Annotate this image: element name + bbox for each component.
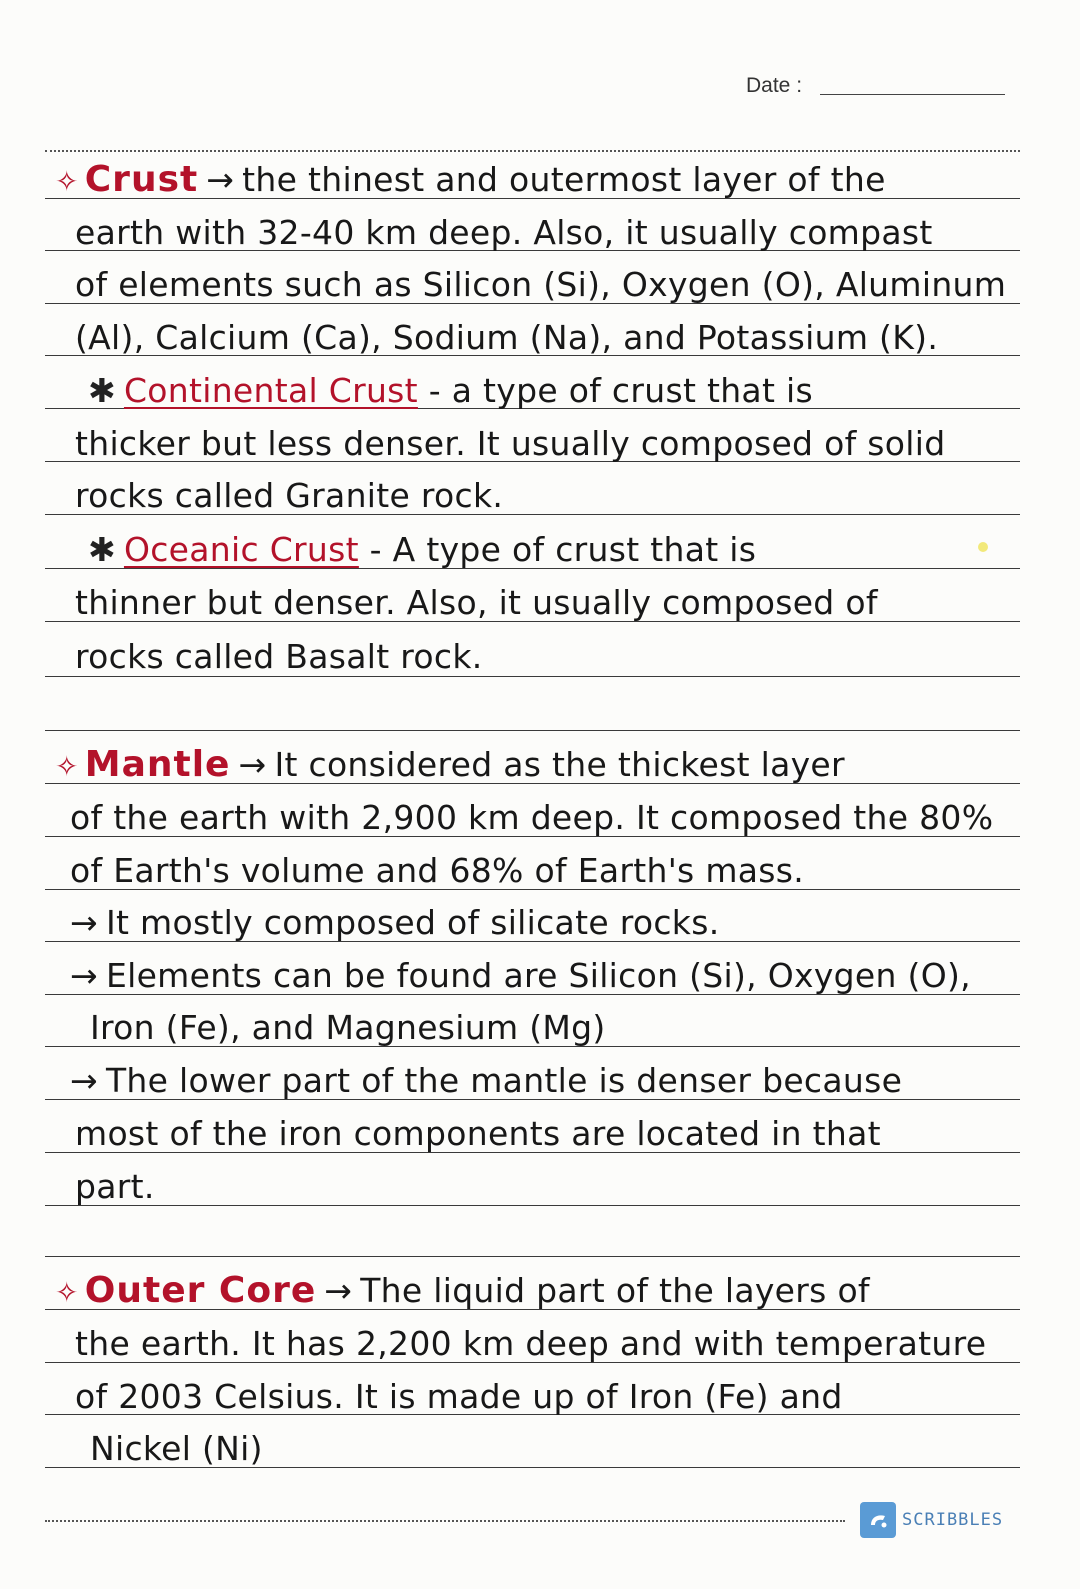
mantle-bullet-2-line-1: Elements can be found are Silicon (Si), Oxygen (O), [105,956,971,995]
oceanic-crust-title: Oceanic Crust [123,530,359,569]
outer-core-heading-line [55,1271,870,1313]
logo-icon [860,1502,896,1538]
arrow-right-icon: → [238,745,267,784]
ruled-line [45,1256,1020,1257]
oceanic-line-3: rocks called Basalt rock. [75,637,483,676]
oceanic-line-2: thinner but denser. Also, it usually composed of [75,583,878,622]
logo-text: SCRIBBLES [902,1510,1004,1530]
outer-core-line-1: The liquid part of the layers of [360,1271,870,1310]
crust-line-2: earth with 32-40 km deep. Also, it usually compast [75,213,933,252]
mantle-line-1: It considered as the thickest layer [274,745,845,784]
oceanic-line-1: - A type of crust that is [369,530,757,569]
asterisk-bullet-icon: ✱ [88,530,116,569]
crust-line-4: (Al), Calcium (Ca), Sodium (Na), and Potassium (K). [75,318,939,357]
mantle-bullet-2-line-2: Iron (Fe), and Magnesium (Mg) [90,1008,606,1047]
arrow-bullet-icon: → [70,1061,98,1100]
top-dotted-rule [45,150,1020,152]
mantle-bullet-3-line-2: most of the iron components are located in that [75,1114,881,1153]
arrow-bullet-icon: → [70,903,98,942]
mantle-bullet-1: It mostly composed of silicate rocks. [105,903,720,942]
mantle-heading-line [55,745,845,787]
mantle-line-3: of Earth's volume and 68% of Earth's mass. [70,851,805,890]
crust-title: Crust [84,159,199,200]
continental-crust-title: Continental Crust [123,371,418,410]
crust-line-1: the thinest and outermost layer of the [242,160,886,199]
ruled-line [45,730,1020,731]
diamond-bullet-icon: ✧ [55,750,79,783]
outer-core-title: Outer Core [84,1270,317,1311]
outer-core-line-4: Nickel (Ni) [90,1429,263,1468]
continental-line-2: thicker but less denser. It usually composed of solid [75,424,946,463]
mantle-bullet-3-line-3: part. [75,1167,155,1206]
mantle-bullet-2-line [70,956,971,996]
oceanic-crust-line [88,530,756,570]
outer-core-line-2: the earth. It has 2,200 km deep and with temperature [75,1324,987,1363]
crust-line-3: of elements such as Silicon (Si), Oxygen (O), Aluminum [75,265,1007,304]
mantle-bullet-1-line [70,903,719,943]
bottom-dotted-rule [45,1520,845,1522]
asterisk-bullet-icon: ✱ [88,371,116,410]
diamond-bullet-icon: ✧ [55,1276,79,1309]
arrow-bullet-icon: → [70,956,98,995]
date-blank-line [820,94,1005,95]
highlighter-dot [978,542,988,552]
diamond-bullet-icon: ✧ [55,165,79,198]
continental-crust-line [88,371,813,411]
date-label: Date : [746,74,803,97]
continental-line-1: - a type of crust that is [428,371,813,410]
mantle-bullet-3-line-1: The lower part of the mantle is denser because [105,1061,903,1100]
crust-heading-line [55,160,886,202]
arrow-right-icon: → [324,1271,353,1310]
ruled-line [45,1205,1020,1206]
arrow-right-icon: → [206,160,235,199]
mantle-title: Mantle [84,744,231,785]
mantle-bullet-3-line [70,1061,902,1101]
continental-line-3: rocks called Granite rock. [75,476,504,515]
mantle-line-2: of the earth with 2,900 km deep. It composed the 80% [70,798,994,837]
outer-core-line-3: of 2003 Celsius. It is made up of Iron (Fe) and [75,1377,843,1416]
scribbles-logo [860,1500,1003,1540]
